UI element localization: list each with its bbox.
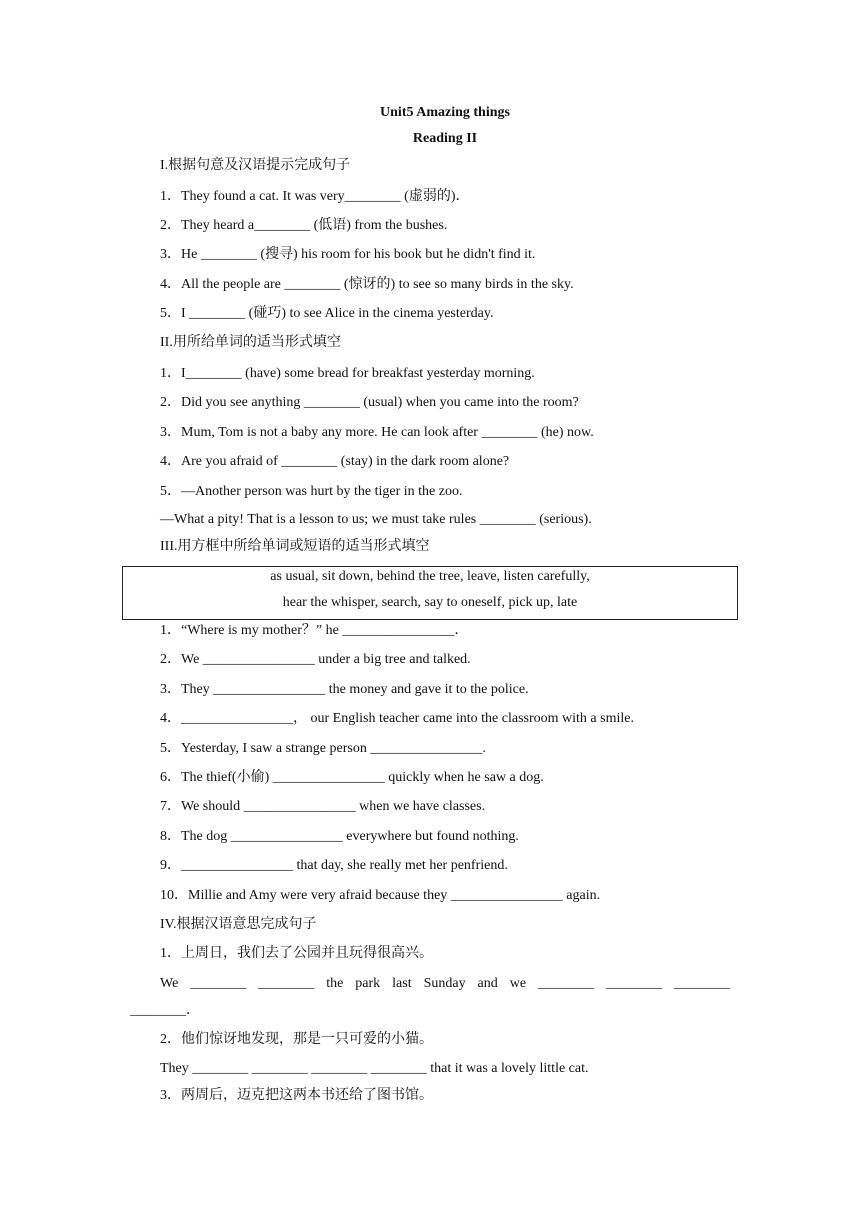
- s3-question-10: 10．Millie and Amy were very afraid because they ________________ again.: [160, 888, 601, 903]
- s2-question-1: 1．I________ (have) some bread for breakfast yesterday morning.: [160, 366, 535, 381]
- s2-question-2: 2．Did you see anything ________ (usual) when you came into the room?: [160, 395, 579, 410]
- section-1-heading: I.根据句意及汉语提示完成句子: [160, 158, 351, 173]
- s4-q1-word: park: [355, 976, 381, 991]
- s4-q1-blank: ________: [538, 976, 595, 991]
- s4-question-2-chinese: 2．他们惊讶地发现，那是一只可爱的小猫。: [160, 1032, 433, 1047]
- section-3-heading: III.用方框中所给单词或短语的适当形式填空: [160, 539, 430, 554]
- s1-question-3: 3．He ________ (搜寻) his room for his book but he didn't find it.: [160, 247, 536, 262]
- s4-q1-blank: ________: [606, 976, 662, 991]
- word-box: [122, 566, 738, 620]
- s3-question-2: 2．We ________________ under a big tree and talked.: [160, 652, 471, 667]
- s4-q1-word: We: [160, 976, 179, 991]
- s4-q1-blank: ________: [673, 976, 730, 991]
- section-4-heading: IV.根据汉语意思完成句子: [160, 917, 317, 932]
- s3-question-1: 1．“Where is my mother？” he ________________．: [160, 623, 469, 638]
- s4-question-1-english: [160, 975, 730, 993]
- s2-question-4: 4．Are you afraid of ________ (stay) in the dark room alone?: [160, 454, 510, 469]
- s4-question-1-chinese: 1．上周日，我们去了公园并且玩得很高兴。: [160, 946, 433, 961]
- s3-question-6: 6．The thief(小偷) ________________ quickly when he saw a dog.: [160, 770, 544, 785]
- s4-q1-word: we: [509, 976, 527, 991]
- s4-q1-word: the: [326, 976, 344, 991]
- s4-q1-word: and: [477, 976, 498, 991]
- s3-question-8: 8．The dog ________________ everywhere but found nothing.: [160, 829, 519, 844]
- s4-question-1-continuation: ________．: [130, 1003, 200, 1018]
- s4-q1-word: last: [392, 976, 412, 991]
- s4-question-3-chinese: 3．两周后，迈克把这两本书还给了图书馆。: [160, 1088, 433, 1103]
- s3-question-7: 7．We should ________________ when we have classes.: [160, 799, 486, 814]
- s2-question-3: 3．Mum, Tom is not a baby any more. He can look after ________ (he) now.: [160, 425, 594, 440]
- s3-question-3: 3．They ________________ the money and gave it to the police.: [160, 682, 529, 697]
- word-box-line-1: as usual, sit down, behind the tree, leave, listen carefully,: [270, 569, 590, 584]
- s1-question-1: 1．They found a cat. It was very________ (虚弱的)．: [160, 189, 470, 204]
- s2-question-5-reply: —What a pity! That is a lesson to us; we must take rules ________ (serious).: [160, 512, 592, 527]
- s4-question-2-english: They ________ ________ ________ ________ that it was a lovely little cat.: [160, 1061, 589, 1076]
- s3-question-5: 5．Yesterday, I saw a strange person ________________.: [160, 741, 486, 756]
- section-2-heading: II.用所给单词的适当形式填空: [160, 335, 341, 350]
- s1-question-2: 2．They heard a________ (低语) from the bushes.: [160, 218, 448, 233]
- doc-subtitle: Reading II: [412, 131, 478, 146]
- s1-question-4: 4．All the people are ________ (惊讶的) to see so many birds in the sky.: [160, 277, 574, 292]
- doc-title: Unit5 Amazing things: [380, 105, 510, 120]
- s2-question-5: 5．—Another person was hurt by the tiger in the zoo.: [160, 484, 463, 499]
- word-box-line-2: hear the whisper, search, say to oneself, pick up, late: [282, 595, 578, 610]
- s4-q1-blank: ________: [190, 976, 247, 991]
- s3-question-9: 9．________________ that day, she really met her penfriend.: [160, 858, 508, 873]
- s1-question-5: 5．I ________ (碰巧) to see Alice in the cinema yesterday.: [160, 306, 494, 321]
- s4-q1-word: Sunday: [423, 976, 466, 991]
- s3-question-4: 4．________________， our English teacher came into the classroom with a smile.: [160, 711, 634, 726]
- s4-q1-blank: ________: [258, 976, 315, 991]
